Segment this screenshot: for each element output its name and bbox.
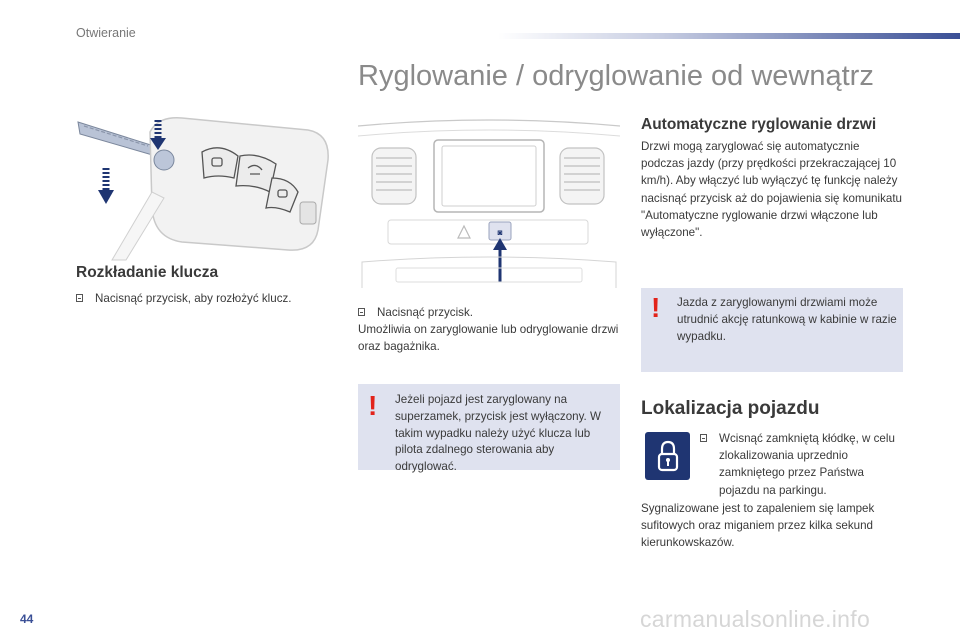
bullet-icon	[358, 308, 365, 316]
page-title: Ryglowanie / odryglowanie od wewnątrz	[358, 60, 874, 92]
middle-text-block	[358, 304, 620, 356]
svg-text:◙: ◙	[497, 228, 503, 237]
middle-bullet-text: Nacisnąć przycisk.	[377, 306, 473, 319]
page-number: 44	[20, 612, 34, 626]
folding-key-illustration	[72, 112, 342, 262]
middle-note-text: Jeżeli pojazd jest zaryglowany na superzamek, przycisk jest wyłączony. W takim wypadku należy użyć klucza lub pilota zdalnego sterowania aby odryglować.	[395, 393, 601, 474]
left-bullet-text: Nacisnąć przycisk, aby rozłożyć klucz.	[95, 292, 292, 305]
heading-lokalizacja-pojazdu: Lokalizacja pojazdu	[641, 398, 820, 419]
lok-bullet-text: Wcisnąć zamkniętą kłódkę, w celu zlokalizowania uprzednio zamkniętego przez Państwa pojazdu na parkingu.	[719, 432, 895, 497]
middle-warning-note	[358, 384, 620, 474]
header-gradient-bar	[498, 33, 960, 39]
heading-rozkladanie-klucza: Rozkładanie klucza	[76, 264, 219, 281]
warning-exclamation-icon: !	[368, 390, 378, 421]
right-warning-note	[641, 288, 903, 372]
lock-icon	[645, 432, 690, 480]
section-label: Otwieranie	[76, 26, 136, 40]
lok-paragraph: Sygnalizowane jest to zapaleniem się lampek sufitowych oraz miganiem przez kilka sekund kierunkowskazów.	[641, 502, 875, 550]
middle-paragraph: Umożliwia on zaryglowanie lub odryglowanie drzwi oraz bagażnika.	[358, 323, 619, 354]
bullet-icon	[76, 294, 83, 302]
dashboard-illustration	[358, 112, 620, 290]
key-blade-extended	[78, 122, 156, 156]
fold-arrow	[98, 168, 114, 204]
lok-bullet	[700, 430, 904, 499]
auto-paragraph: Drzwi mogą zaryglować się automatycznie podczas jazdy (przy prędkości przekraczającej 10 km/h). Aby włączyć lub wyłączyć tę funkcję należy nacisnąć przycisk aż do pojawienia się komunikatu "Automatyczne ryglowanie drzwi włączone lub wyłączone".	[641, 140, 902, 240]
heading-automatyczne-ryglowanie: Automatyczne ryglowanie drzwi	[641, 116, 877, 133]
watermark: carmanualsonline.info	[640, 606, 871, 632]
bullet-icon	[700, 434, 707, 442]
left-bullet	[76, 290, 326, 307]
warning-exclamation-icon: !	[651, 292, 661, 323]
right-note-text: Jazda z zaryglowanymi drzwiami może utrudnić akcję ratunkową w kabinie w razie wypadku.	[677, 296, 897, 343]
middle-bullet	[358, 304, 620, 321]
